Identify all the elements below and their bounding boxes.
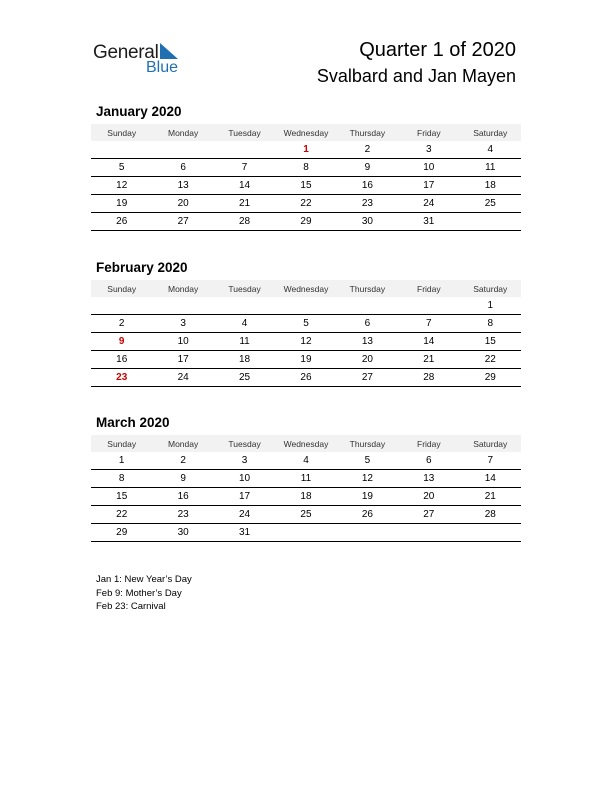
day-cell: 1 [91,452,152,470]
weekday-header: Thursday [337,435,398,452]
day-cell: 28 [214,213,275,231]
month-calendar [91,413,521,542]
day-cell: 14 [460,470,521,488]
weekday-header: Tuesday [214,124,275,141]
page-subtitle: Svalbard and Jan Mayen [316,66,516,86]
weekday-header: Saturday [460,124,521,141]
day-cell: 1 [460,297,521,315]
day-cell: 3 [152,315,213,333]
day-cell [460,524,521,542]
day-cell: 25 [275,506,336,524]
day-cell: 10 [214,470,275,488]
day-cell [337,524,398,542]
day-cell: 13 [337,333,398,351]
day-cell: 23 [152,506,213,524]
day-cell: 27 [398,506,459,524]
day-cell [214,141,275,159]
day-cell: 2 [337,141,398,159]
weekday-header-row [91,435,521,452]
month-grid [91,435,521,542]
week-row [91,524,521,542]
day-cell: 25 [460,195,521,213]
day-cell: 10 [152,333,213,351]
day-cell: 8 [91,470,152,488]
day-cell [398,524,459,542]
day-cell [398,297,459,315]
month-grid [91,280,521,387]
day-cell: 12 [337,470,398,488]
month-title: February 2020 [96,260,188,275]
day-cell: 9 [91,333,152,351]
day-cell: 18 [214,351,275,369]
day-cell: 3 [398,141,459,159]
day-cell: 21 [460,488,521,506]
day-cell: 29 [275,213,336,231]
day-cell: 23 [337,195,398,213]
weekday-header: Sunday [91,124,152,141]
day-cell: 22 [275,195,336,213]
day-cell [91,141,152,159]
weekday-header: Wednesday [275,435,336,452]
day-cell [152,297,213,315]
holiday-notes [96,573,192,614]
day-cell [152,141,213,159]
day-cell: 29 [91,524,152,542]
day-cell: 17 [398,177,459,195]
weekday-header: Saturday [460,435,521,452]
weekday-header: Wednesday [275,124,336,141]
day-cell: 12 [275,333,336,351]
page-title: Quarter 1 of 2020 [359,39,516,61]
day-cell: 6 [152,159,213,177]
day-cell: 4 [460,141,521,159]
month-grid [91,124,521,231]
day-cell: 18 [275,488,336,506]
day-cell: 19 [91,195,152,213]
day-cell: 30 [337,213,398,231]
holiday-note: Jan 1: New Year’s Day [96,574,192,585]
day-cell: 7 [214,159,275,177]
day-cell: 11 [460,159,521,177]
month-title: January 2020 [96,104,182,119]
weekday-header: Friday [398,124,459,141]
day-cell: 30 [152,524,213,542]
day-cell: 16 [91,351,152,369]
weekday-header: Monday [152,435,213,452]
day-cell: 12 [91,177,152,195]
day-cell: 22 [91,506,152,524]
day-cell: 17 [152,351,213,369]
day-cell: 16 [152,488,213,506]
day-cell: 8 [460,315,521,333]
holiday-note: Feb 23: Carnival [96,601,166,612]
logo-triangle-icon [160,43,178,59]
day-cell: 11 [214,333,275,351]
day-cell: 19 [275,351,336,369]
day-cell: 5 [91,159,152,177]
day-cell: 24 [152,369,213,387]
day-cell: 29 [460,369,521,387]
weekday-header: Sunday [91,435,152,452]
week-row [91,506,521,524]
day-cell: 2 [152,452,213,470]
day-cell: 6 [337,315,398,333]
month-title: March 2020 [96,415,170,430]
day-cell: 26 [337,506,398,524]
day-cell: 13 [152,177,213,195]
week-row [91,159,521,177]
day-cell: 28 [398,369,459,387]
day-cell: 21 [214,195,275,213]
weekday-header: Wednesday [275,280,336,297]
day-cell: 5 [337,452,398,470]
day-cell: 4 [275,452,336,470]
day-cell: 14 [398,333,459,351]
day-cell [275,297,336,315]
day-cell: 31 [214,524,275,542]
week-row [91,195,521,213]
day-cell: 18 [460,177,521,195]
day-cell: 2 [91,315,152,333]
month-calendar [91,102,521,231]
week-row [91,297,521,315]
day-cell: 22 [460,351,521,369]
day-cell: 25 [214,369,275,387]
week-row [91,141,521,159]
weekday-header: Tuesday [214,435,275,452]
day-cell: 26 [91,213,152,231]
day-cell: 20 [152,195,213,213]
day-cell: 4 [214,315,275,333]
week-row [91,452,521,470]
day-cell: 21 [398,351,459,369]
day-cell: 31 [398,213,459,231]
weekday-header: Friday [398,435,459,452]
day-cell: 23 [91,369,152,387]
week-row [91,488,521,506]
day-cell [91,297,152,315]
day-cell: 10 [398,159,459,177]
logo-text-blue: Blue [146,59,179,76]
day-cell: 9 [337,159,398,177]
week-row [91,351,521,369]
weekday-header: Saturday [460,280,521,297]
day-cell: 19 [337,488,398,506]
day-cell: 15 [91,488,152,506]
day-cell: 7 [460,452,521,470]
holiday-note: Feb 9: Mother’s Day [96,587,182,599]
day-cell: 1 [275,141,336,159]
brand-logo [93,42,193,78]
weekday-header: Thursday [337,124,398,141]
week-row [91,333,521,351]
day-cell: 16 [337,177,398,195]
day-cell: 3 [214,452,275,470]
day-cell [460,213,521,231]
weekday-header: Thursday [337,280,398,297]
day-cell: 20 [337,351,398,369]
weekday-header-row [91,124,521,141]
day-cell [337,297,398,315]
day-cell: 17 [214,488,275,506]
day-cell: 27 [337,369,398,387]
weekday-header: Monday [152,124,213,141]
day-cell: 7 [398,315,459,333]
day-cell [214,297,275,315]
day-cell: 24 [214,506,275,524]
day-cell: 6 [398,452,459,470]
week-row [91,315,521,333]
day-cell: 5 [275,315,336,333]
week-row [91,369,521,387]
week-row [91,470,521,488]
weekday-header: Sunday [91,280,152,297]
day-cell: 27 [152,213,213,231]
week-row [91,213,521,231]
day-cell: 9 [152,470,213,488]
week-row [91,177,521,195]
day-cell: 24 [398,195,459,213]
day-cell: 14 [214,177,275,195]
day-cell: 11 [275,470,336,488]
day-cell: 26 [275,369,336,387]
day-cell: 8 [275,159,336,177]
day-cell: 20 [398,488,459,506]
day-cell [275,524,336,542]
day-cell: 13 [398,470,459,488]
weekday-header: Tuesday [214,280,275,297]
month-calendar [91,258,521,387]
weekday-header: Friday [398,280,459,297]
logo-text-general: General [93,42,159,63]
weekday-header: Monday [152,280,213,297]
weekday-header-row [91,280,521,297]
day-cell: 15 [275,177,336,195]
day-cell: 15 [460,333,521,351]
day-cell: 28 [460,506,521,524]
